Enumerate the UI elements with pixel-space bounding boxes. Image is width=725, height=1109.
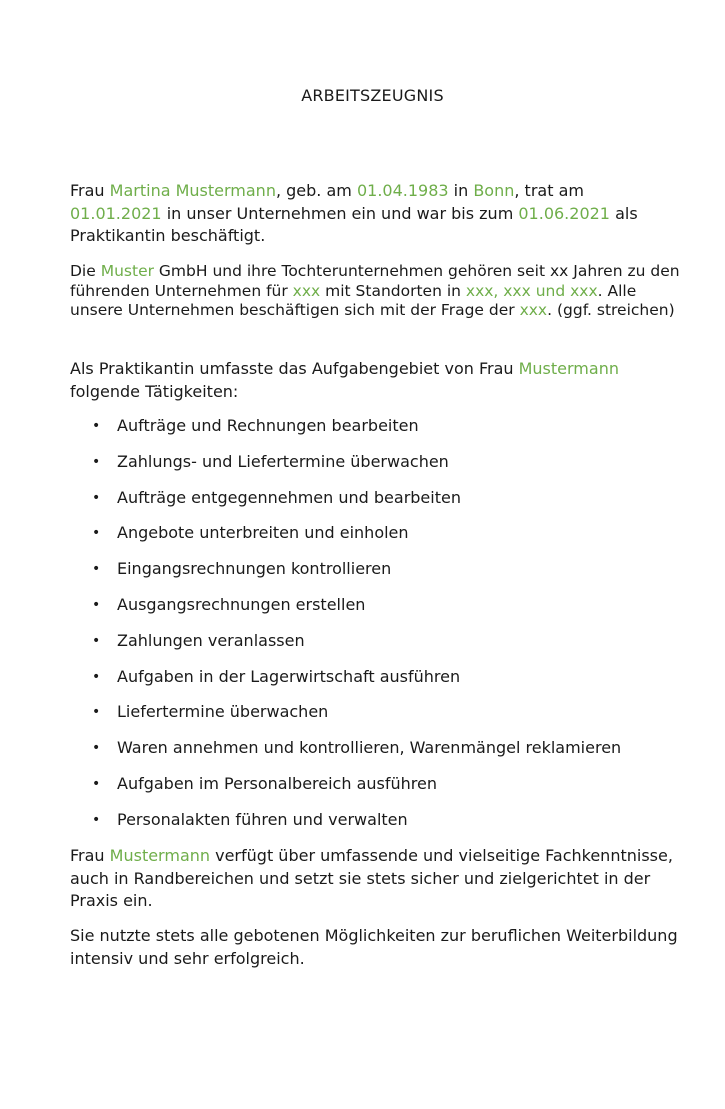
company-name: Muster: [100, 262, 154, 280]
task-text: Aufgaben im Personalbereich ausführen: [117, 773, 437, 793]
task-text: Zahlungs- und Liefertermine überwachen: [117, 451, 449, 471]
employee-surname: Mustermann: [518, 359, 619, 378]
list-item: [0, 450, 725, 486]
bullet-icon: •: [92, 489, 101, 506]
task-text: Zahlungen veranlassen: [117, 630, 305, 650]
list-item: [0, 521, 725, 557]
list-item: [0, 772, 725, 808]
bullet-icon: •: [92, 632, 101, 649]
list-item: [0, 557, 725, 593]
bullet-icon: •: [92, 740, 101, 757]
birth-place: Bonn: [473, 181, 515, 200]
bullet-icon: •: [92, 561, 101, 578]
task-text: Aufträge und Rechnungen bearbeiten: [117, 416, 419, 435]
topic-placeholder: xxx: [519, 301, 548, 319]
skills-paragraph: Frau Mustermann verfügt über umfassende und vielseitige Fachkenntnisse, auch in Randbereichen und setzt sie stets sicher und zielgerichtet in der Praxis ein.: [70, 846, 673, 910]
end-date: 01.06.2021: [518, 203, 610, 223]
list-item: [0, 629, 725, 665]
bullet-icon: •: [92, 418, 101, 434]
bullet-icon: •: [92, 704, 101, 721]
locations-placeholder: xxx, xxx und xxx: [465, 281, 598, 300]
task-text: Ausgangsrechnungen erstellen: [117, 594, 366, 614]
task-list: [0, 414, 725, 844]
task-text: Eingangsrechnungen kontrollieren: [117, 559, 392, 579]
bullet-icon: •: [92, 525, 101, 542]
intro-paragraph: Frau Martina Mustermann, geb. am 01.04.1983 in Bonn, trat am 01.01.2021 in unser Unternehmen ein und war bis zum 01.06.2021 als Praktikantin beschäftigt.: [70, 181, 638, 245]
document-title: ARBEITSZEUGNIS: [301, 86, 444, 105]
list-item: [0, 414, 725, 450]
start-date: 01.01.2021: [70, 203, 162, 223]
bullet-icon: •: [92, 453, 101, 470]
task-text: Angebote unterbreiten und einholen: [117, 523, 409, 543]
tasks-intro-paragraph: Als Praktikantin umfasste das Aufgabengebiet von Frau Mustermann folgende Tätigkeiten:: [70, 359, 619, 401]
list-item: [0, 700, 725, 736]
list-item: [0, 593, 725, 629]
list-item: [0, 665, 725, 701]
task-text: Waren annehmen und kontrollieren, Warenmängel reklamieren: [117, 738, 622, 758]
bullet-icon: •: [92, 811, 101, 828]
bullet-icon: •: [92, 668, 101, 685]
training-paragraph: Sie nutzte stets alle gebotenen Möglichkeiten zur beruflichen Weiterbildung intensiv und sehr erfolgreich.: [70, 926, 678, 968]
task-text: Aufträge entgegennehmen und bearbeiten: [117, 487, 461, 507]
bullet-icon: •: [92, 775, 101, 792]
task-text: Personalakten führen und verwalten: [117, 809, 408, 829]
company-paragraph: Die Muster GmbH und ihre Tochterunternehmen gehören seit xx Jahren zu den führenden Unternehmen für xxx mit Standorten in xxx, xxx und xxx. Alle unsere Unternehmen beschäftigen sich mit der Frage der xxx. (ggf. streichen): [70, 262, 680, 319]
bullet-icon: •: [92, 596, 101, 613]
birth-date: 01.04.1983: [356, 181, 449, 200]
list-item: [0, 486, 725, 522]
list-item: [0, 808, 725, 844]
employee-name: Martina Mustermann: [109, 181, 276, 200]
industry-placeholder: xxx: [292, 281, 321, 300]
employee-surname: Mustermann: [109, 846, 211, 865]
task-text: Liefertermine überwachen: [117, 702, 329, 722]
task-text: Aufgaben in der Lagerwirtschaft ausführen: [117, 666, 461, 686]
list-item: [0, 736, 725, 772]
